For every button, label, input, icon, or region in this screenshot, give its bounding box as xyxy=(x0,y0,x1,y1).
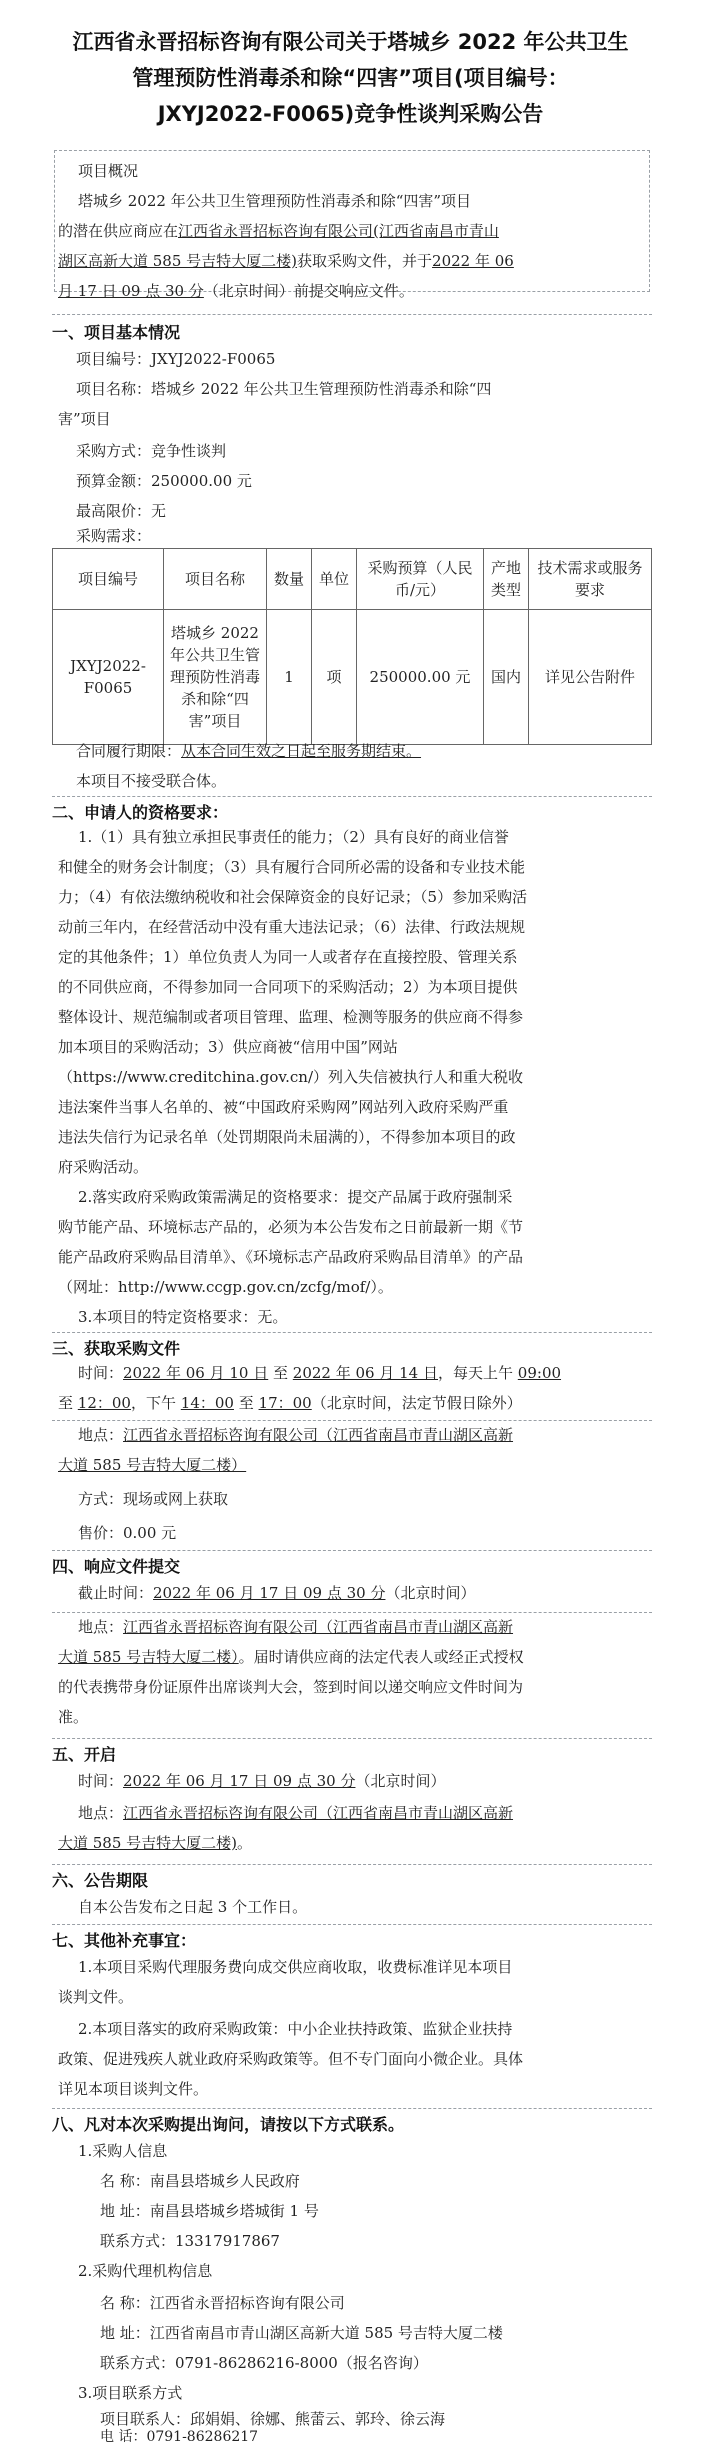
obtain-time: 时间：2022 年 06 月 10 日 至 2022 年 06 月 14 日，每天上午 09:00 xyxy=(78,1364,562,1382)
qual-line: （https://www.creditchina.gov.cn/）列入失信被执行人和重大税收 xyxy=(58,1068,524,1086)
opening-place: 地点：江西省永晋招标咨询有限公司（江西省南昌市青山湖区高新 xyxy=(78,1804,514,1822)
project-no: 项目编号：JXYJ2022-F0065 xyxy=(76,350,276,368)
obtain-place: 地点：江西省永晋招标咨询有限公司（江西省南昌市青山湖区高新 xyxy=(78,1426,514,1444)
divider xyxy=(52,1332,652,1333)
col-header: 项目编号 xyxy=(53,549,164,610)
qual-line: 购节能产品、环境标志产品的，必须为本公告发布之日前最新一期《节 xyxy=(58,1218,524,1236)
supplement-line: 谈判文件。 xyxy=(58,1988,134,2006)
overview-heading: 项目概况 xyxy=(78,162,139,180)
submit-deadline: 截止时间：2022 年 06 月 17 日 09 点 30 分（北京时间） xyxy=(78,1584,476,1602)
divider xyxy=(52,1550,652,1551)
section-heading-5: 五、开启 xyxy=(52,1745,117,1764)
agency-link[interactable]: 江西省永晋招标咨询有限公司(江西省南昌市青山 xyxy=(178,222,499,240)
contact-line: 电 话：0791-86286217 xyxy=(100,2429,259,2445)
opening-place-cont: 大道 585 号吉特大厦二楼)。 xyxy=(58,1834,253,1852)
col-header: 采购预算（人民币/元） xyxy=(357,549,484,610)
supplement-line: 政策、促进残疾人就业政府采购政策等。但不专门面向小微企业。具体 xyxy=(58,2050,524,2068)
obtain-place-cont: 大道 585 号吉特大厦二楼） xyxy=(58,1456,247,1474)
table-cell: 塔城乡 2022 年公共卫生管理预防性消毒杀和除“四害”项目 xyxy=(164,610,267,745)
qual-line: 违法失信行为记录名单（处罚期限尚未届满的），不得参加本项目的政 xyxy=(58,1128,516,1146)
notice-period: 自本公告发布之日起 3 个工作日。 xyxy=(78,1898,308,1916)
contact-line: 联系方式：0791-86286216-8000（报名咨询） xyxy=(100,2354,428,2372)
qual-line: 3.本项目的特定资格要求：无。 xyxy=(78,1308,288,1326)
divider xyxy=(52,1612,652,1613)
table-cell: 项 xyxy=(312,610,357,745)
contact-line: 名 称：南昌县塔城乡人民政府 xyxy=(100,2172,300,2190)
section-heading-8: 八、凡对本次采购提出询问，请按以下方式联系。 xyxy=(52,2115,405,2134)
supplement-line: 详见本项目谈判文件。 xyxy=(58,2080,209,2098)
divider xyxy=(52,314,652,315)
divider xyxy=(52,2108,652,2109)
qual-line: 和健全的财务会计制度；（3）具有履行合同所必需的设备和专业技术能 xyxy=(58,858,526,876)
requirements-table xyxy=(52,548,652,745)
overview-line: 月 17 日 09 点 30 分（北京时间）前提交响应文件。 xyxy=(58,282,414,300)
overview-line: 塔城乡 2022 年公共卫生管理预防性消毒杀和除“四害”项目 xyxy=(78,192,472,210)
table-cell: 详见公告附件 xyxy=(529,610,652,745)
consortium-note: 本项目不接受联合体。 xyxy=(76,772,227,790)
qual-line: 的不同供应商，不得参加同一合同项下的采购活动；2）为本项目提供 xyxy=(58,978,518,996)
qual-line: 2.落实政府采购政策需满足的资格要求：提交产品属于政府强制采 xyxy=(78,1188,513,1206)
qual-line: 加本项目的采购活动；3）供应商被“信用中国”网站 xyxy=(58,1038,398,1056)
obtain-time-cont: 至 12：00，下午 14：00 至 17：00（北京时间，法定节假日除外） xyxy=(58,1394,522,1412)
section-heading-6: 六、公告期限 xyxy=(52,1871,149,1890)
submit-note: 准。 xyxy=(58,1708,89,1726)
supplement-line: 1.本项目采购代理服务费向成交供应商收取，收费标准详见本项目 xyxy=(78,1958,513,1976)
contract-period: 合同履行期限：从本合同生效之日起至服务期结束。 xyxy=(76,742,422,760)
table-cell: JXYJ2022-F0065 xyxy=(53,610,164,745)
contact-agency: 2.采购代理机构信息 xyxy=(78,2262,213,2280)
contact-purchaser: 1.采购人信息 xyxy=(78,2142,168,2160)
contact-project: 3.项目联系方式 xyxy=(78,2384,183,2402)
needs-label: 采购需求： xyxy=(76,527,152,545)
obtain-price: 售价：0.00 元 xyxy=(78,1524,177,1542)
submit-place: 地点：江西省永晋招标咨询有限公司（江西省南昌市青山湖区高新 xyxy=(78,1618,514,1636)
budget: 预算金额：250000.00 元 xyxy=(76,472,252,490)
section-heading-4: 四、响应文件提交 xyxy=(52,1557,181,1576)
overview-line: 湖区高新大道 585 号吉特大厦二楼)获取采购文件，并于2022 年 06 xyxy=(58,252,514,270)
divider xyxy=(52,1420,652,1421)
title-line-2: 管理预防性消毒杀和除“四害”项目(项目编号： xyxy=(132,66,569,90)
table-header-row xyxy=(53,549,652,610)
qual-line: 1.（1）具有独立承担民事责任的能力；（2）具有良好的商业信誉 xyxy=(78,828,509,846)
col-header: 技术需求或服务要求 xyxy=(529,549,652,610)
col-header: 项目名称 xyxy=(164,549,267,610)
qual-line: 府采购活动。 xyxy=(58,1158,149,1176)
qual-line: 整体设计、规范编制或者项目管理、监理、检测等服务的供应商不得参 xyxy=(58,1008,524,1026)
project-name-cont: 害”项目 xyxy=(58,410,111,428)
overview-line: 的潜在供应商应在江西省永晋招标咨询有限公司(江西省南昌市青山 xyxy=(58,222,499,240)
title-line-1: 江西省永晋招标咨询有限公司关于塔城乡 2022 年公共卫生 xyxy=(72,30,629,54)
supplement-line: 2.本项目落实的政府采购政策：中小企业扶持政策、监狱企业扶持 xyxy=(78,2020,513,2038)
divider xyxy=(52,796,652,797)
section-heading-7: 七、其他补充事宜： xyxy=(52,1931,197,1950)
table-cell: 250000.00 元 xyxy=(357,610,484,745)
qual-line: 力；（4）有依法缴纳税收和社会保障资金的良好记录；（5）参加采购活 xyxy=(58,888,528,906)
section-heading-2: 二、申请人的资格要求： xyxy=(52,803,229,822)
col-header: 单位 xyxy=(312,549,357,610)
qual-line: 定的其他条件；1）单位负责人为同一人或者存在直接控股、管理关系 xyxy=(58,948,518,966)
section-heading-3: 三、获取采购文件 xyxy=(52,1339,181,1358)
table-row xyxy=(53,610,652,745)
contact-line: 地 址：江西省南昌市青山湖区高新大道 585 号吉特大厦二楼 xyxy=(100,2324,503,2342)
submit-note: 的代表携带身份证原件出席谈判大会，签到时间以递交响应文件时间为 xyxy=(58,1678,524,1696)
agency-address-link[interactable]: 湖区高新大道 585 号吉特大厦二楼) xyxy=(58,252,298,270)
procurement-method: 采购方式：竞争性谈判 xyxy=(76,442,227,460)
section-heading-1: 一、项目基本情况 xyxy=(52,323,181,342)
submit-place-cont: 大道 585 号吉特大厦二楼）。届时请供应商的法定代表人或经正式授权 xyxy=(58,1648,524,1666)
title-line-3: JXYJ2022-F0065)竞争性谈判采购公告 xyxy=(157,102,544,126)
divider xyxy=(52,1864,652,1865)
contact-line: 地 址：南昌县塔城乡塔城街 1 号 xyxy=(100,2202,319,2220)
obtain-method: 方式：现场或网上获取 xyxy=(78,1490,229,1508)
max-price: 最高限价：无 xyxy=(76,502,167,520)
table-cell: 国内 xyxy=(484,610,529,745)
contact-line: 项目联系人：邱娟娟、徐娜、熊蕾云、郭玲、徐云海 xyxy=(100,2410,446,2428)
qual-line: 能产品政府采购品目清单》、《环境标志产品政府采购品目清单》的产品 xyxy=(58,1248,524,1266)
qual-line: 动前三年内，在经营活动中没有重大违法记录；（6）法律、行政法规规 xyxy=(58,918,526,936)
divider xyxy=(52,1924,652,1925)
qual-line: 违法案件当事人名单的、被“中国政府采购网”网站列入政府采购严重 xyxy=(58,1098,509,1116)
opening-time: 时间：2022 年 06 月 17 日 09 点 30 分（北京时间） xyxy=(78,1772,446,1790)
project-name: 项目名称：塔城乡 2022 年公共卫生管理预防性消毒杀和除“四 xyxy=(76,380,492,398)
qual-line: （网址：http://www.ccgp.gov.cn/zcfg/mof/）。 xyxy=(58,1278,393,1296)
table-cell: 1 xyxy=(267,610,312,745)
col-header: 产地类型 xyxy=(484,549,529,610)
divider xyxy=(52,1738,652,1739)
contact-line: 联系方式：13317917867 xyxy=(100,2232,280,2250)
contact-line: 名 称：江西省永晋招标咨询有限公司 xyxy=(100,2294,345,2312)
col-header: 数量 xyxy=(267,549,312,610)
